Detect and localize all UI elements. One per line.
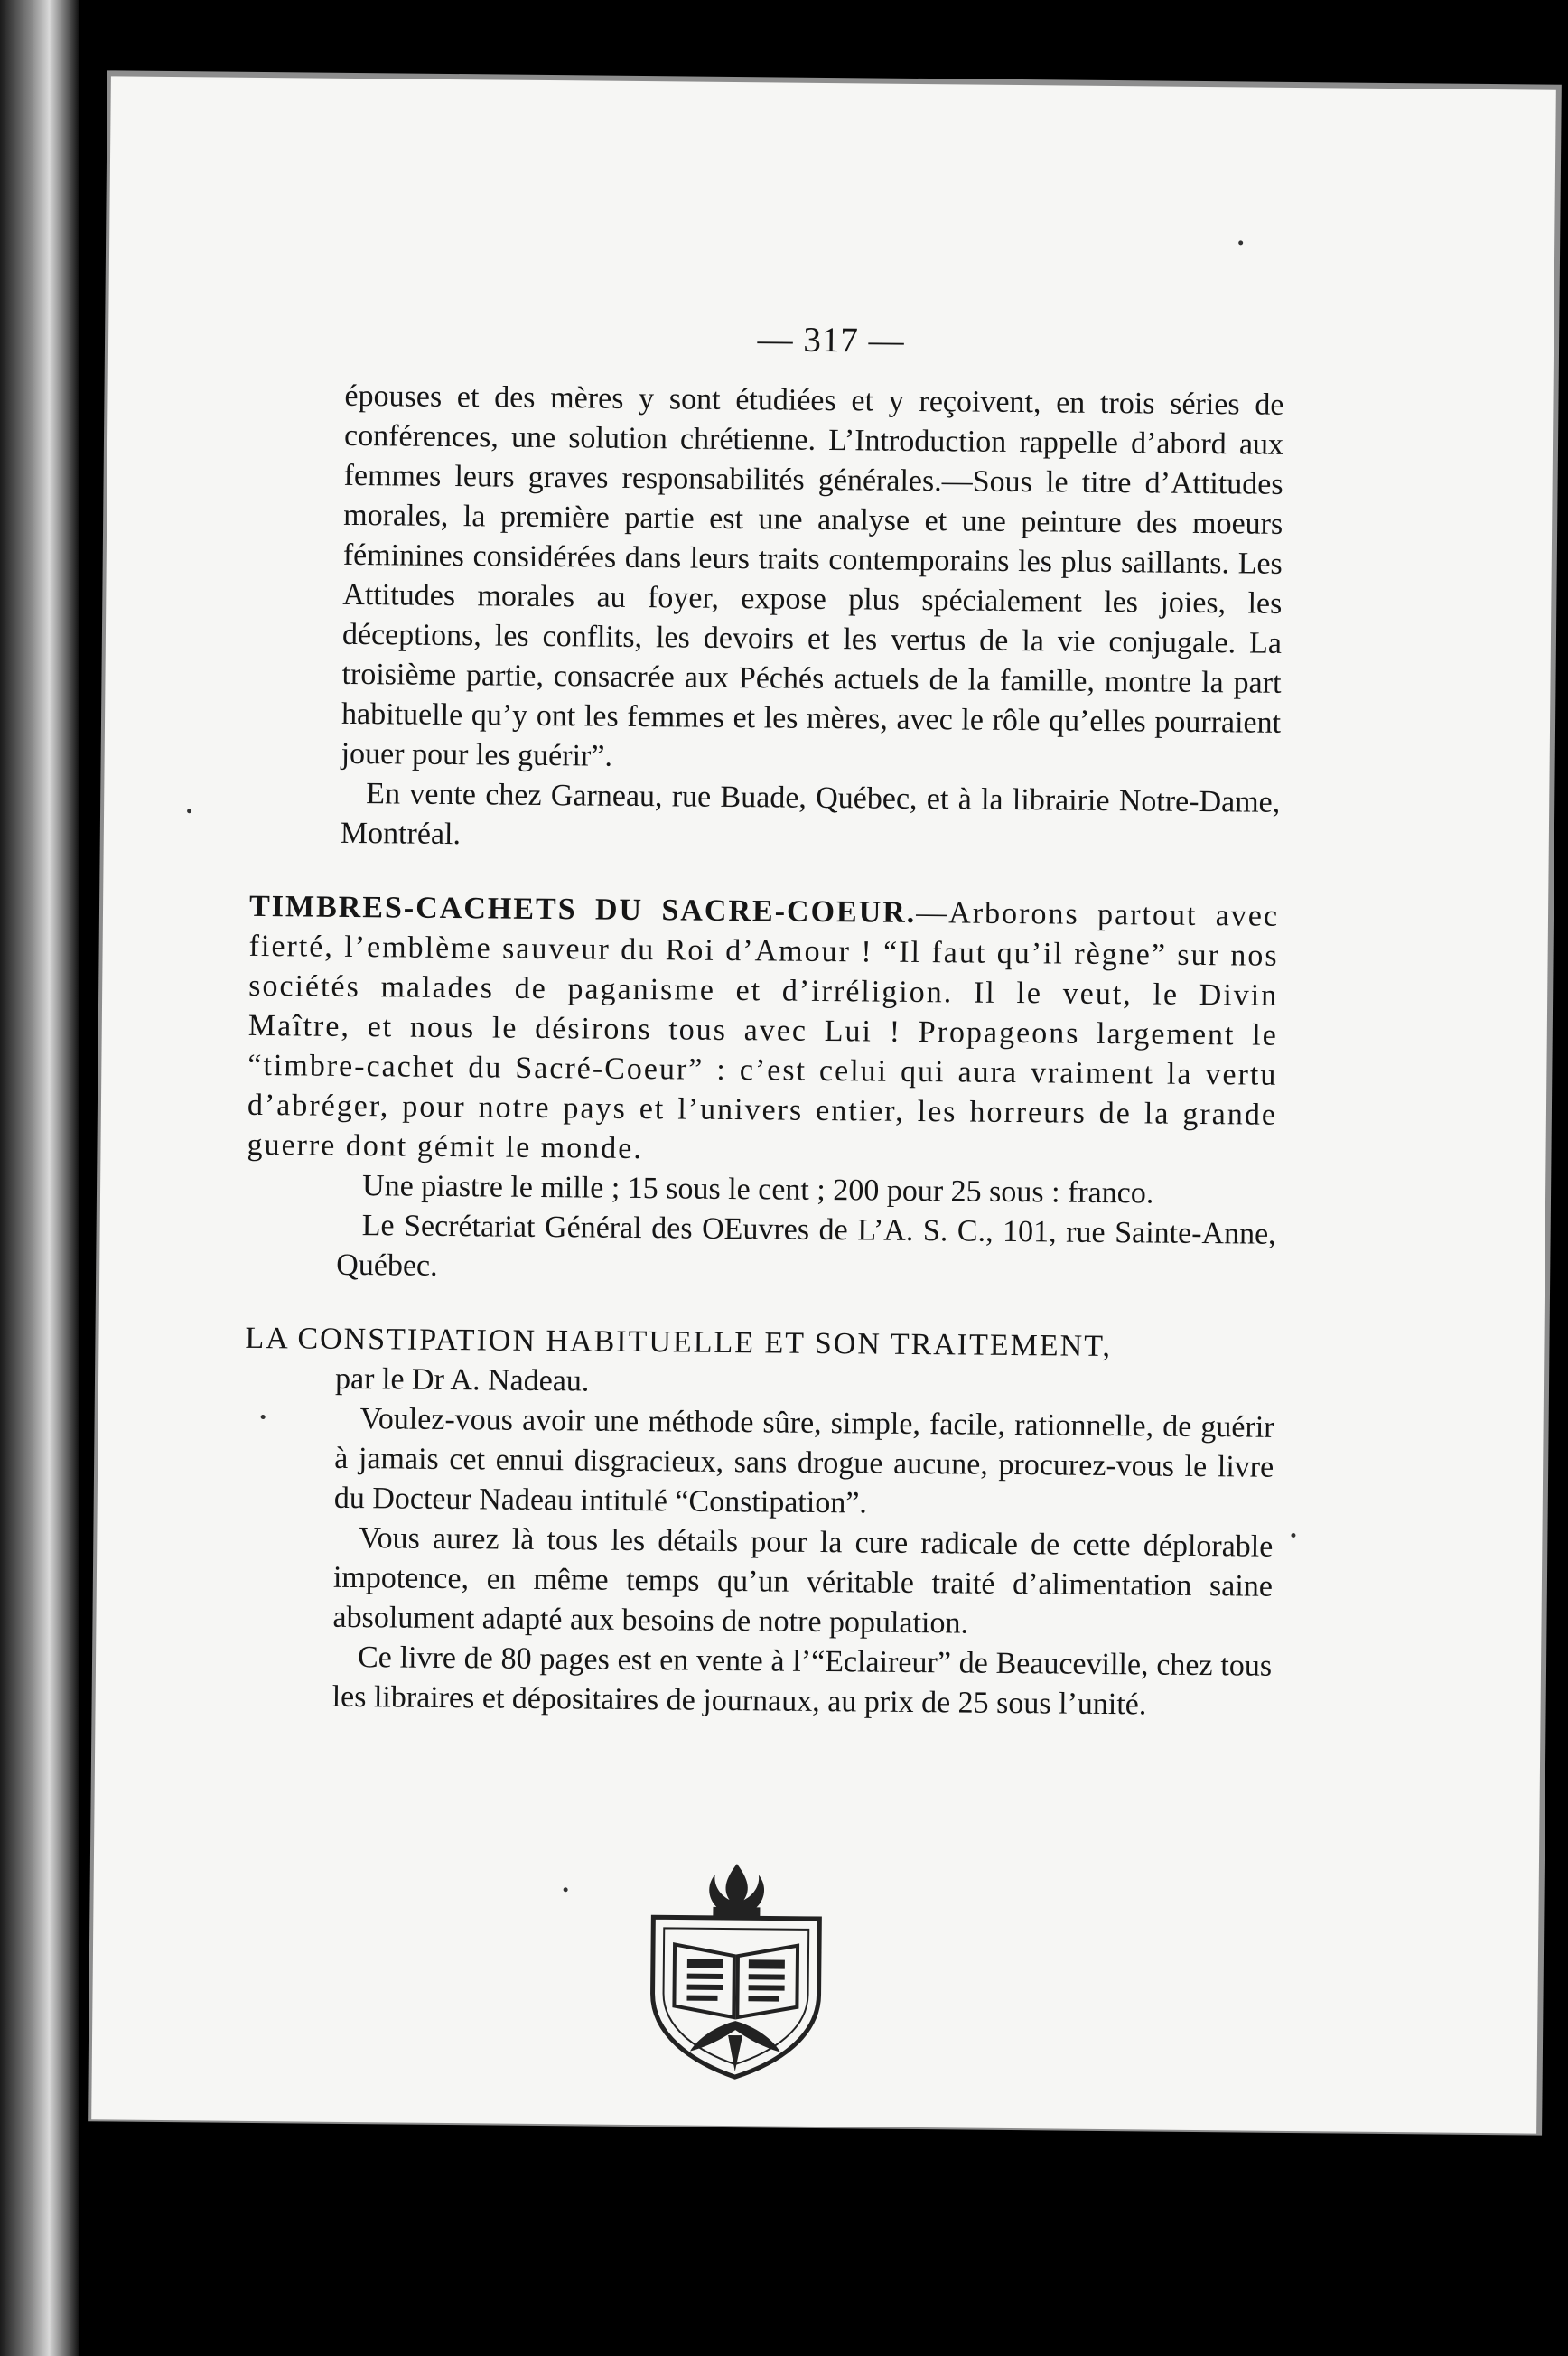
print-speck — [261, 1415, 266, 1419]
book-page — [91, 76, 1556, 2133]
open-book-ornament — [634, 1857, 838, 2081]
timbres-paragraph — [247, 887, 1279, 1175]
timbres-address: Le Secrétariat Général des OEuvres de L’A. S. C., 101, rue Sainte-Anne, Québec. — [336, 1209, 1276, 1283]
print-speck — [1291, 1533, 1295, 1538]
constipation-para-3: Ce livre de 80 pages est en vente à l’“Eclaireur” de Beauceville, chez tous les libraires et dépositaires de journaux, au prix de 25 sous l’unité. — [331, 1641, 1273, 1722]
timbres-section — [247, 888, 1280, 1295]
constipation-section — [245, 1320, 1274, 1726]
constipation-para-1: Voulez-vous avoir une méthode sûre, simple, facile, rationnelle, de guérir à jamais cet ennui disgracieux, sans drogue aucune, procurez-vous le livre du Docteur Nadeau intitulé “Constipation”. — [333, 1402, 1274, 1520]
print-speck — [564, 1887, 568, 1892]
intro-paragraph: épouses et des mères y sont étudiées et y reçoivent, en trois séries de conférences, une solution chrétienne. L’Introduction rappelle d’abord aux femmes leurs graves responsabilités générales.—Sous le titre d’Attitudes morales, la première partie est une analyse et une peinture des moeurs féminines considérées dans leurs traits contemporains les plus saillants. Les Attitudes morales au foyer, expose plus spécialement les joies, les déceptions, les conflits, les devoirs et les vertus de la vie conjugale. La troisième partie, consacrée aux Péchés actuels de la famille, montre la part habituelle qu’y ont les femmes et les mères, avec le rôle qu’elles pourraient jouer pour les guérir”. — [341, 379, 1284, 773]
constipation-heading: LA CONSTIPATION HABITUELLE ET SON TRAITEMENT, — [245, 1321, 1113, 1364]
constipation-author: par le Dr A. Nadeau. — [334, 1361, 590, 1398]
print-speck — [187, 809, 191, 813]
timbres-body: —Arborons partout avec fierté, l’emblème sauveur du Roi d’Amour ! “Il faut qu’il règne” sur nos sociétés malades de paganisme et d’irréligion. Il le veut, le Divin Maître, et nous le désirons tous avec Lui ! Propageons largement le “timbre-cachet du Sacré-Coeur” : c’est celui qui aura vraiment la vertu d’abréger, pour notre pays et l’univers entier, les horreurs de la grande guerre dont gémit le monde. — [247, 895, 1280, 1166]
page-body — [245, 377, 1284, 1726]
timbres-price: Une piastre le mille ; 15 sous le cent ; 200 pour 25 sous : franco. — [361, 1169, 1154, 1211]
constipation-para-2: Vous aurez là tous les détails pour la cure radicale de cette déplorable impotence, en même temps qu’un véritable traité d’alimentation saine absolument adapté aux besoins de notre population. — [332, 1521, 1274, 1641]
timbres-heading: TIMBRES-CACHETS DU SACRE-COEUR. — [248, 889, 917, 930]
page-number: — 317 — — [757, 320, 905, 360]
print-speck — [1238, 240, 1243, 245]
book-spine-edge — [0, 0, 79, 2356]
intro-sale-info: En vente chez Garneau, rue Buade, Québec, et à la librairie Notre-Dame, Montréal. — [340, 777, 1281, 852]
